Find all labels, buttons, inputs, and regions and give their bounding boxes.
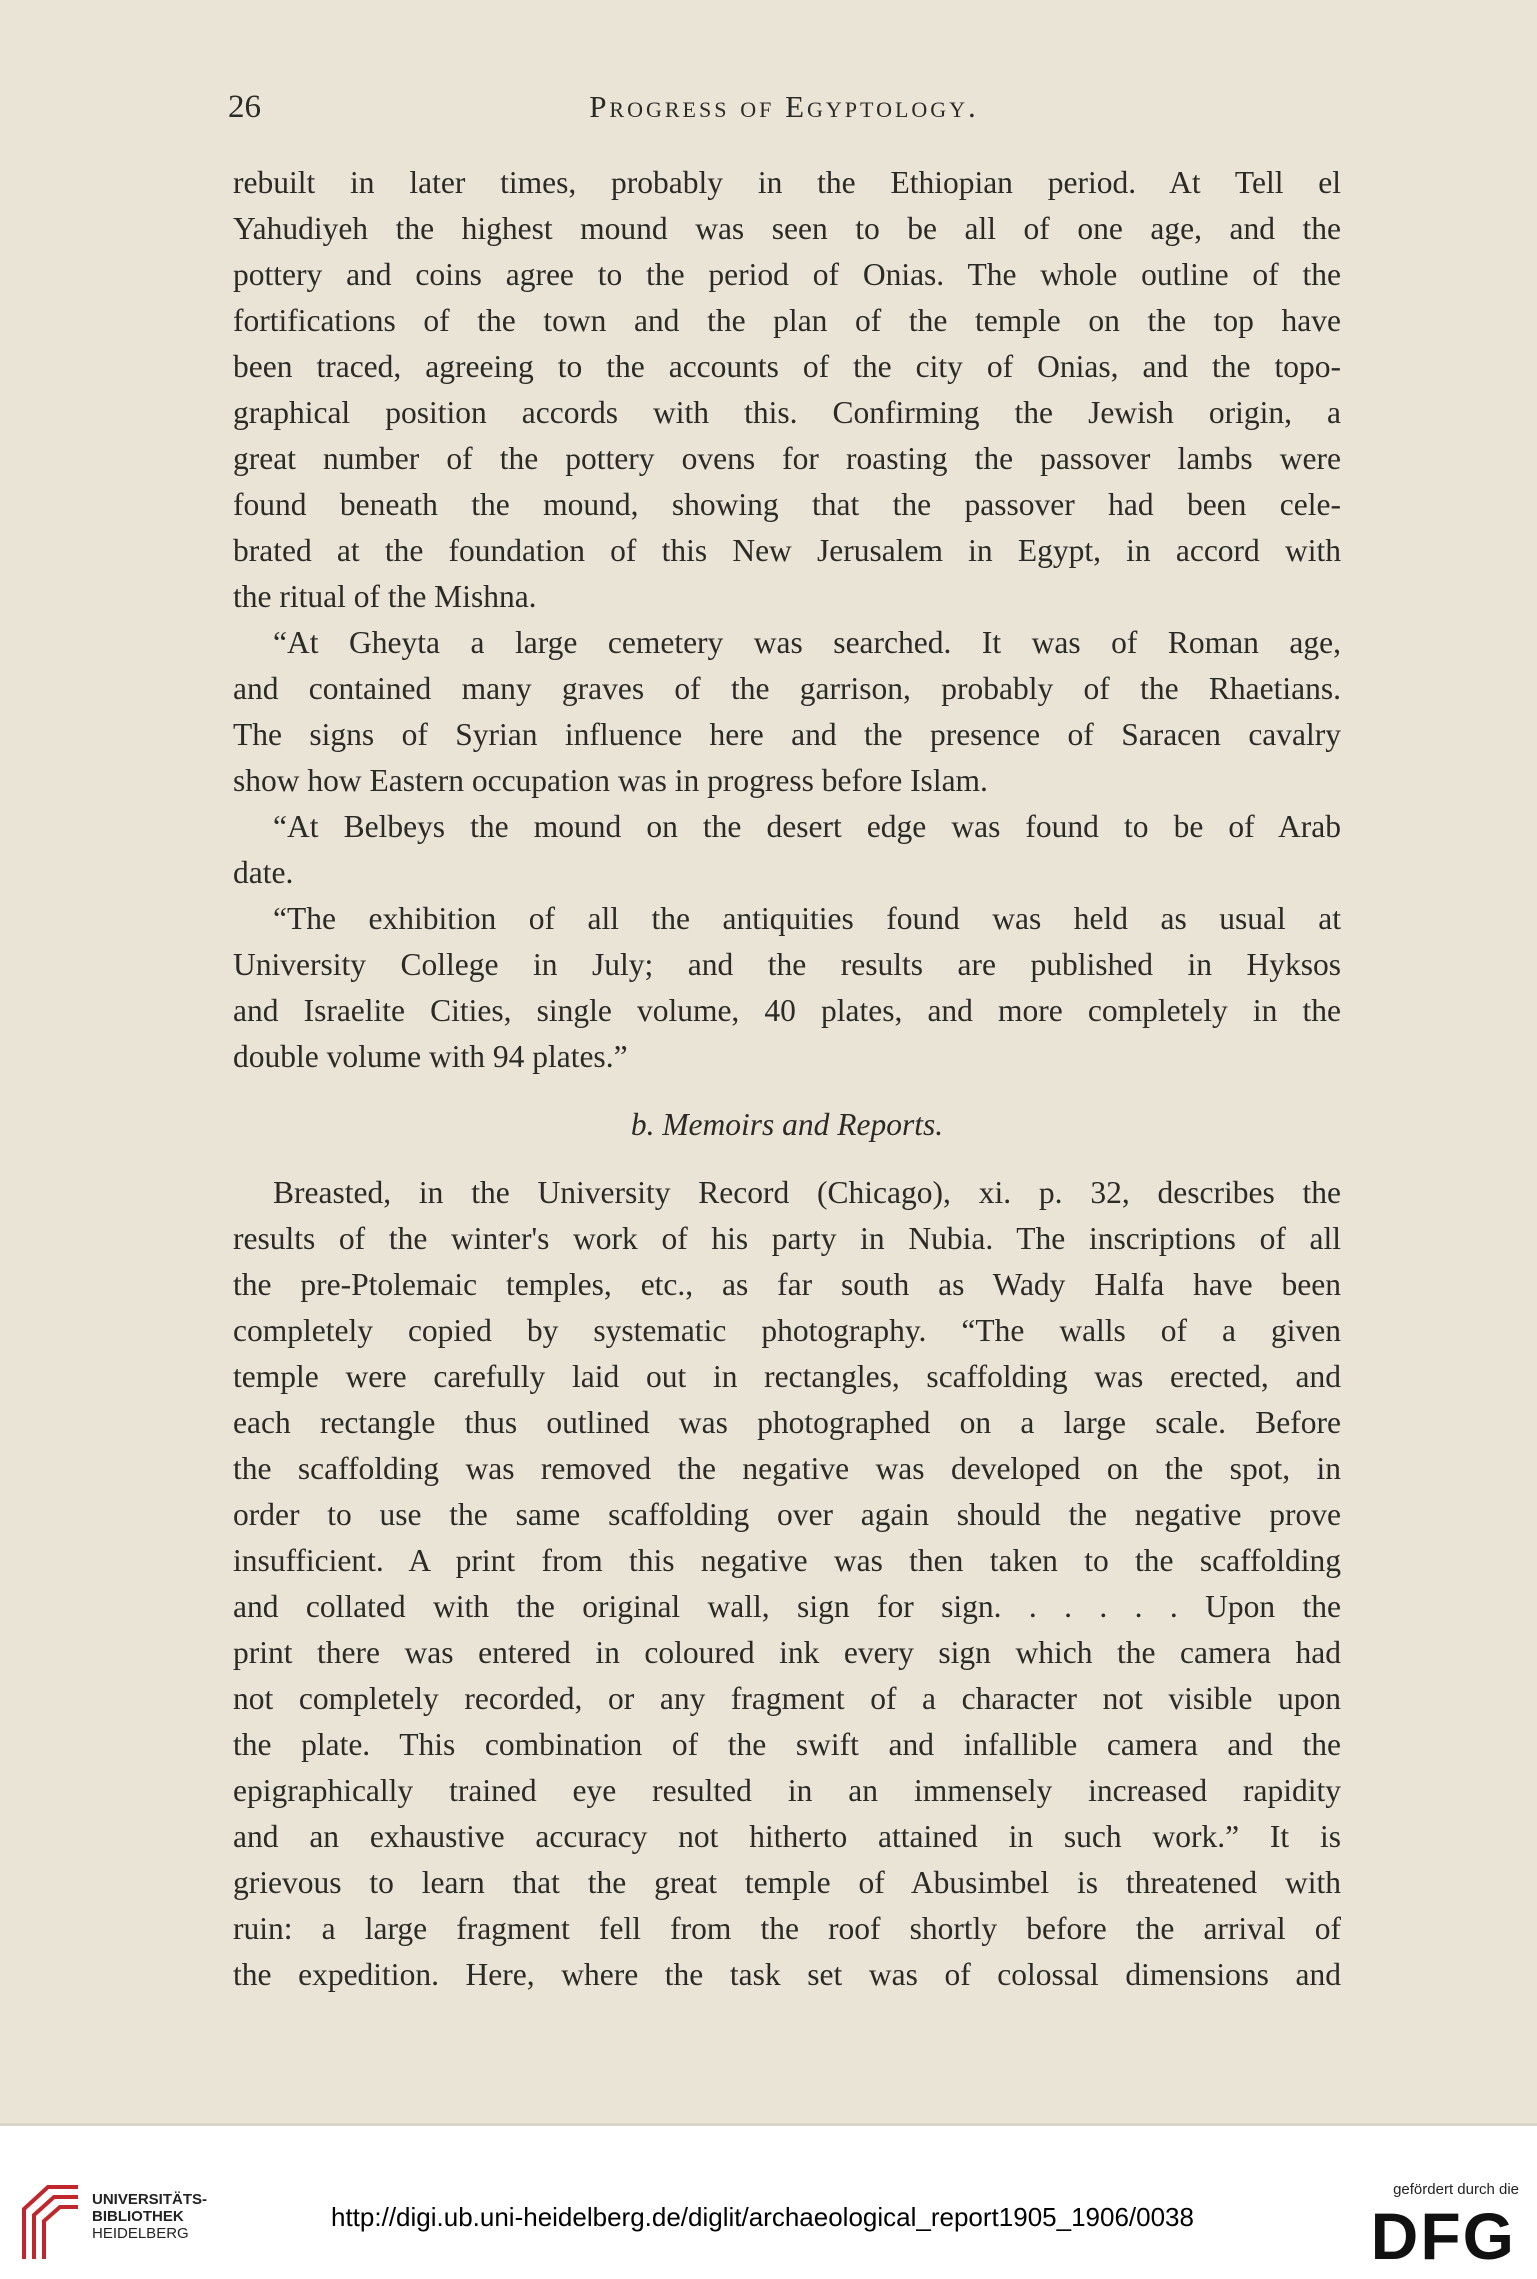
text-line: pottery and coins agree to the period of Onias. The whole outline of the [233,257,1341,292]
text-line: rebuilt in later times, probably in the Ethiopian period. At Tell el [233,165,1341,200]
text-line: and Israelite Cities, single volume, 40 plates, and more completely in the [233,993,1341,1028]
text-line: each rectangle thus outlined was photographed on a large scale. Before [233,1405,1341,1440]
library-name-line: UNIVERSITÄTS- [92,2191,208,2208]
text-line: temple were carefully laid out in rectangles, scaffolding was erected, and [233,1359,1341,1394]
spacer [233,1080,1341,1102]
text-line: the scaffolding was removed the negative was developed on the spot, in [233,1451,1341,1486]
library-name-line: HEIDELBERG [92,2225,189,2242]
text-line: the expedition. Here, where the task set was of colossal dimensions and [233,1957,1341,1992]
library-name-line: BIBLIOTHEK [92,2208,184,2225]
text-line: and an exhaustive accuracy not hitherto attained in such work.” It is [233,1819,1341,1854]
text-line: the pre-Ptolemaic temples, etc., as far south as Wady Halfa have been [233,1267,1341,1302]
text-line: Yahudiyeh the highest mound was seen to be all of one age, and the [233,211,1341,246]
text-line: results of the winter's work of his party in Nubia. The inscriptions of all [233,1221,1341,1256]
permalink-url[interactable]: http://digi.ub.uni-heidelberg.de/diglit/archaeological_report1905_1906/0038 [331,2202,1194,2232]
footer-divider [0,2123,1537,2126]
text-line: grievous to learn that the great temple of Abusimbel is threatened with [233,1865,1341,1900]
text-line: the ritual of the Mishna. [233,579,537,614]
page-number: 26 [228,89,261,125]
text-line: graphical position accords with this. Confirming the Jewish origin, a [233,395,1341,430]
text-line: University College in July; and the results are published in Hyksos [233,947,1341,982]
text-line: found beneath the mound, showing that the passover had been cele- [233,487,1341,522]
text-line: insufficient. A print from this negative was then taken to the scaffolding [233,1543,1341,1578]
dfg-logo-text: DFG [1370,2201,1516,2265]
text-line: fortifications of the town and the plan of the temple on the top have [233,303,1341,338]
text-line: Breasted, in the University Record (Chicago), xi. p. 32, describes the [273,1175,1341,1210]
text-line: and collated with the original wall, sign for sign. . . . . . Upon the [233,1589,1341,1624]
text-line: ruin: a large fragment fell from the roof shortly before the arrival of [233,1911,1341,1946]
body-text [233,160,1341,1998]
university-library-logo-icon [18,2179,84,2265]
text-line: show how Eastern occupation was in progress before Islam. [233,763,988,798]
text-line: brated at the foundation of this New Jerusalem in Egypt, in accord with [233,533,1341,568]
text-line: “At Gheyta a large cemetery was searched. It was of Roman age, [273,625,1341,660]
text-line: order to use the same scaffolding over again should the negative prove [233,1497,1341,1532]
text-line: epigraphically trained eye resulted in an immensely increased rapidity [233,1773,1341,1808]
text-line: great number of the pottery ovens for roasting the passover lambs were [233,441,1341,476]
text-line: completely copied by systematic photography. “The walls of a given [233,1313,1341,1348]
spacer [233,1148,1341,1170]
text-line: The signs of Syrian influence here and the presence of Saracen cavalry [233,717,1341,752]
library-name [92,2191,207,2242]
text-line: double volume with 94 plates.” [233,1039,628,1074]
viewer-footer [0,2123,1537,2279]
text-line: “The exhibition of all the antiquities found was held as usual at [273,901,1341,936]
section-heading: b. Memoirs and Reports. [630,1107,944,1142]
text-line: “At Belbeys the mound on the desert edge was found to be of Arab [273,809,1341,844]
text-line: been traced, agreeing to the accounts of the city of Onias, and the topo- [233,349,1341,384]
page-header [228,82,1340,132]
text-line: print there was entered in coloured ink every sign which the camera had [233,1635,1341,1670]
text-line: the plate. This combination of the swift and infallible camera and the [233,1727,1341,1762]
text-line: date. [233,855,294,890]
running-head: Progress of Egyptology. [589,89,979,124]
funding-note: gefördert durch die [1393,2181,1519,2198]
text-line: not completely recorded, or any fragment of a character not visible upon [233,1681,1341,1716]
dfg-logo-icon [1364,2201,1519,2265]
text-line: and contained many graves of the garrison, probably of the Rhaetians. [233,671,1341,706]
